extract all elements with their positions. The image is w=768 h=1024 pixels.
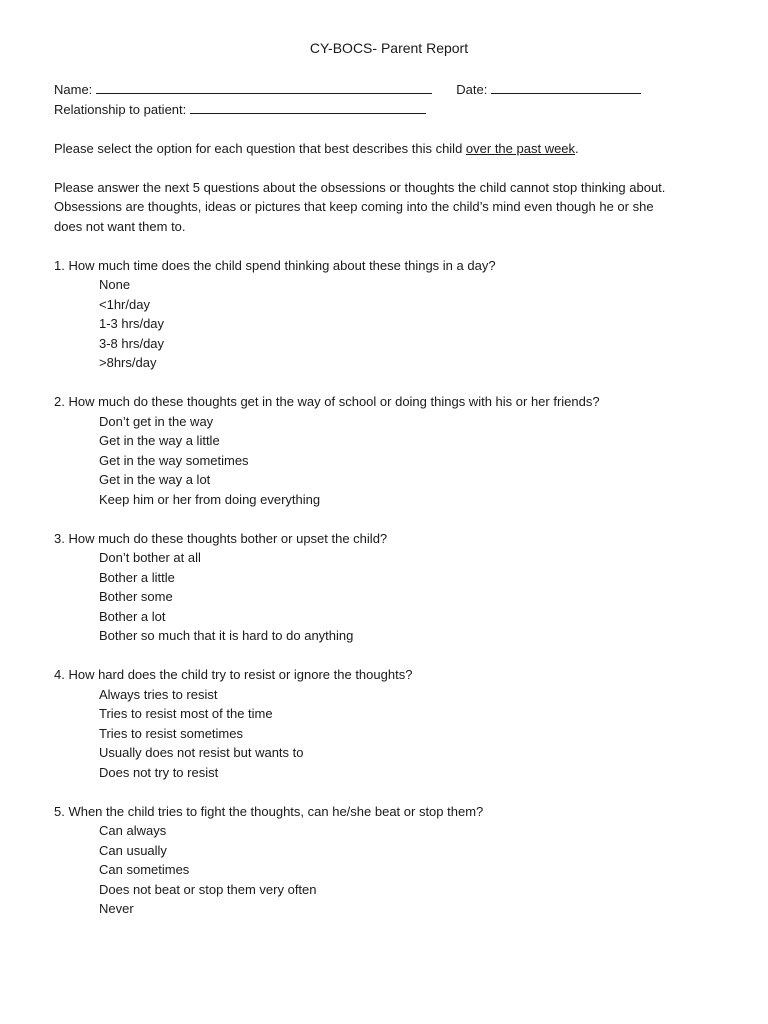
question-5 [54,802,724,919]
obsessions-instruction [54,178,724,237]
select-instruction-suffix: . [575,140,579,156]
question-1 [54,256,724,373]
answer-option[interactable]: None [99,277,131,292]
answer-option[interactable]: Can sometimes [99,862,190,877]
relationship-row [54,100,724,120]
answer-option[interactable]: Bother so much that it is hard to do anything [99,628,354,643]
obsessions-instruction-line: does not want them to. [54,218,186,234]
relationship-label: Relationship to patient: [54,101,187,117]
answer-option[interactable]: 3-8 hrs/day [99,335,165,351]
question-text: 3. How much do these thoughts bother or upset the child? [54,530,388,546]
answer-option[interactable]: Can usually [99,842,167,858]
question-3 [54,529,724,646]
answer-option[interactable]: Keep him or her from doing everything [99,491,321,507]
answer-option[interactable]: Bother a lot [99,608,166,624]
question-text: 1. How much time does the child spend thinking about these things in a day? [54,257,496,273]
date-label: Date: [456,82,488,97]
page-title: CY-BOCS- Parent Report [309,40,469,56]
name-label: Name: [54,82,93,97]
select-instruction [54,139,724,159]
answer-option[interactable]: Tries to resist most of the time [99,706,273,721]
obsessions-instruction-line: Obsessions are thoughts, ideas or pictures that keep coming into the child’s mind even though he or she [54,199,654,214]
answer-option[interactable]: Can always [99,823,167,838]
answer-option[interactable]: Bother a little [99,569,175,585]
answer-option[interactable]: >8hrs/day [99,355,157,370]
question-text: 4. How hard does the child try to resist or ignore the thoughts? [54,667,413,682]
relationship-field[interactable] [190,100,426,114]
answer-option[interactable]: Get in the way a lot [99,472,211,487]
name-date-row [54,80,724,100]
answer-option[interactable]: Does not beat or stop them very often [99,881,317,897]
answer-option[interactable]: Always tries to resist [99,686,218,702]
answer-option[interactable]: Bother some [99,589,173,604]
answer-option[interactable]: 1-3 hrs/day [99,316,165,331]
name-field[interactable] [96,80,432,94]
answer-option[interactable]: Usually does not resist but wants to [99,745,304,760]
date-field[interactable] [491,80,641,94]
document-page [54,38,724,919]
question-4 [54,665,724,782]
question-text: 2. How much do these thoughts get in the way of school or doing things with his or her friends? [54,394,600,409]
answer-option[interactable]: Don’t bother at all [99,550,201,565]
answer-option[interactable]: Get in the way a little [99,433,220,448]
answer-option[interactable]: Never [99,901,134,916]
answer-option[interactable]: Get in the way sometimes [99,452,249,468]
select-instruction-prefix: Please select the option for each question that best describes this child [54,140,466,156]
question-text: 5. When the child tries to fight the thoughts, can he/she beat or stop them? [54,803,484,819]
answer-option[interactable]: Does not try to resist [99,764,219,780]
answer-option[interactable]: <1hr/day [99,296,150,312]
answer-option[interactable]: Don’t get in the way [99,413,214,429]
question-2 [54,392,724,509]
select-instruction-underlined: over the past week [465,140,576,156]
answer-option[interactable]: Tries to resist sometimes [99,725,243,741]
obsessions-instruction-line: Please answer the next 5 questions about the obsessions or thoughts the child cannot stop thinking about. [54,179,666,195]
